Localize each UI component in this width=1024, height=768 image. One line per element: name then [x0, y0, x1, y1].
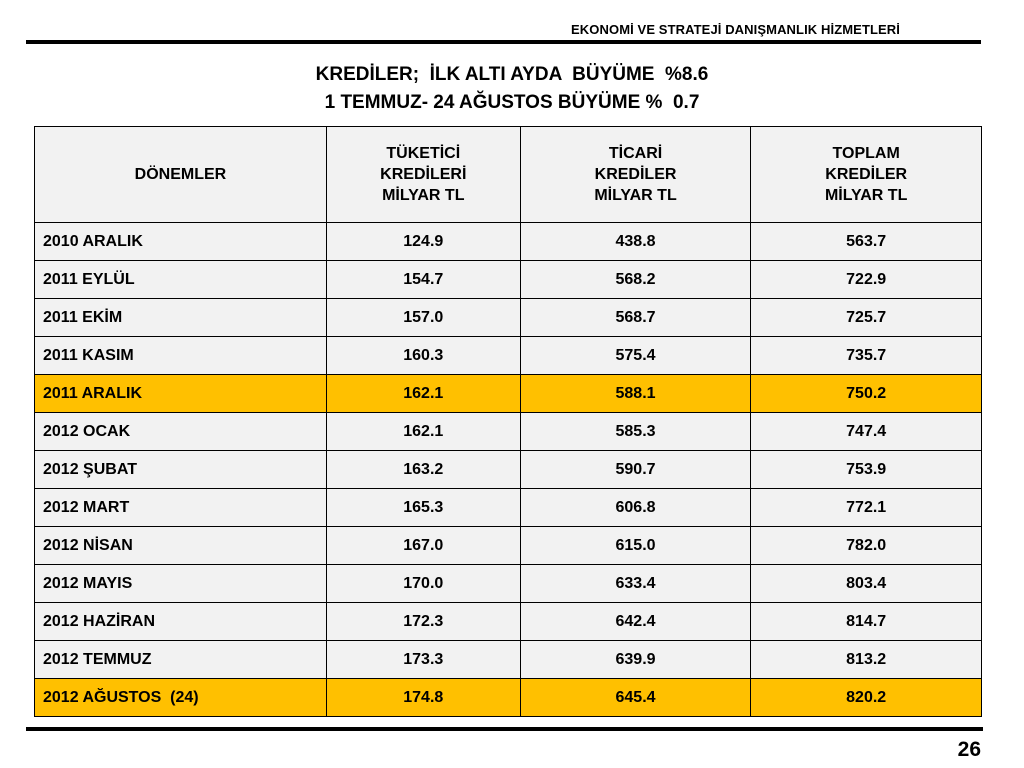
period-cell: 2012 MART [35, 489, 327, 527]
top-divider [26, 40, 981, 44]
consumer-loans-cell: 162.1 [326, 375, 520, 413]
column-header-commercial-line: KREDİLER [594, 166, 677, 183]
table-row [35, 451, 982, 489]
total-loans-cell: 735.7 [751, 337, 982, 375]
table-body [35, 223, 982, 717]
period-cell: 2012 MAYIS [35, 565, 327, 603]
total-loans-cell: 803.4 [751, 565, 982, 603]
commercial-loans-cell: 590.7 [520, 451, 751, 489]
commercial-loans-cell: 438.8 [520, 223, 751, 261]
commercial-loans-cell: 585.3 [520, 413, 751, 451]
column-header-period-line: DÖNEMLER [134, 166, 227, 183]
total-loans-cell: 814.7 [751, 603, 982, 641]
period-cell: 2012 OCAK [35, 413, 327, 451]
period-cell: 2012 AĞUSTOS (24) [35, 679, 327, 717]
consumer-loans-cell: 163.2 [326, 451, 520, 489]
total-loans-cell: 722.9 [751, 261, 982, 299]
column-header-consumer-line: KREDİLERİ [380, 166, 467, 183]
table-row-highlighted [35, 375, 982, 413]
total-loans-cell: 563.7 [751, 223, 982, 261]
column-header-commercial-line: MİLYAR TL [594, 187, 677, 204]
column-header-period [35, 127, 327, 223]
table-row [35, 565, 982, 603]
period-cell: 2012 TEMMUZ [35, 641, 327, 679]
table-row [35, 527, 982, 565]
period-cell: 2012 HAZİRAN [35, 603, 327, 641]
total-loans-cell: 772.1 [751, 489, 982, 527]
commercial-loans-cell: 588.1 [520, 375, 751, 413]
period-cell: 2011 KASIM [35, 337, 327, 375]
column-header-consumer-line: TÜKETİCİ [386, 145, 461, 162]
period-cell: 2011 ARALIK [35, 375, 327, 413]
commercial-loans-cell: 615.0 [520, 527, 751, 565]
consumer-loans-cell: 172.3 [326, 603, 520, 641]
commercial-loans-cell: 568.2 [520, 261, 751, 299]
slide-title-line-2: 1 TEMMUZ- 24 AĞUSTOS BÜYÜME % 0.7 [324, 92, 700, 113]
period-cell: 2012 ŞUBAT [35, 451, 327, 489]
column-header-total-line: TOPLAM [832, 145, 900, 162]
commercial-loans-cell: 633.4 [520, 565, 751, 603]
total-loans-cell: 750.2 [751, 375, 982, 413]
table-row [35, 413, 982, 451]
consumer-loans-cell: 173.3 [326, 641, 520, 679]
consumer-loans-cell: 165.3 [326, 489, 520, 527]
total-loans-cell: 782.0 [751, 527, 982, 565]
table-row [35, 641, 982, 679]
slide-title-line-1: KREDİLER; İLK ALTI AYDA BÜYÜME %8.6 [315, 64, 709, 85]
table-row [35, 603, 982, 641]
table-row [35, 337, 982, 375]
commercial-loans-cell: 568.7 [520, 299, 751, 337]
consumer-loans-cell: 170.0 [326, 565, 520, 603]
column-header-commercial-loans [520, 127, 751, 223]
total-loans-cell: 753.9 [751, 451, 982, 489]
total-loans-cell: 747.4 [751, 413, 982, 451]
table-row [35, 261, 982, 299]
consumer-loans-cell: 157.0 [326, 299, 520, 337]
consumer-loans-cell: 167.0 [326, 527, 520, 565]
total-loans-cell: 725.7 [751, 299, 982, 337]
column-header-total-line: MİLYAR TL [824, 187, 908, 204]
table-row [35, 223, 982, 261]
table-row-highlighted [35, 679, 982, 717]
period-cell: 2011 EYLÜL [35, 261, 327, 299]
column-header-consumer-line: MİLYAR TL [382, 187, 465, 204]
credits-table [34, 126, 982, 717]
column-header-total-line: KREDİLER [825, 166, 908, 183]
commercial-loans-cell: 645.4 [520, 679, 751, 717]
table-row [35, 299, 982, 337]
consumer-loans-cell: 162.1 [326, 413, 520, 451]
column-header-total-loans [751, 127, 982, 223]
total-loans-cell: 820.2 [751, 679, 982, 717]
commercial-loans-cell: 575.4 [520, 337, 751, 375]
company-header: EKONOMİ VE STRATEJİ DANIŞMANLIK HİZMETLERİ [571, 22, 900, 37]
bottom-divider [26, 727, 983, 731]
period-cell: 2011 EKİM [35, 299, 327, 337]
consumer-loans-cell: 174.8 [326, 679, 520, 717]
commercial-loans-cell: 642.4 [520, 603, 751, 641]
page-number: 26 [957, 738, 981, 761]
table-row [35, 489, 982, 527]
table-header-row [35, 127, 982, 223]
commercial-loans-cell: 639.9 [520, 641, 751, 679]
period-cell: 2010 ARALIK [35, 223, 327, 261]
consumer-loans-cell: 124.9 [326, 223, 520, 261]
consumer-loans-cell: 160.3 [326, 337, 520, 375]
period-cell: 2012 NİSAN [35, 527, 327, 565]
column-header-commercial-line: TİCARİ [608, 145, 663, 162]
column-header-consumer-loans [326, 127, 520, 223]
consumer-loans-cell: 154.7 [326, 261, 520, 299]
total-loans-cell: 813.2 [751, 641, 982, 679]
commercial-loans-cell: 606.8 [520, 489, 751, 527]
